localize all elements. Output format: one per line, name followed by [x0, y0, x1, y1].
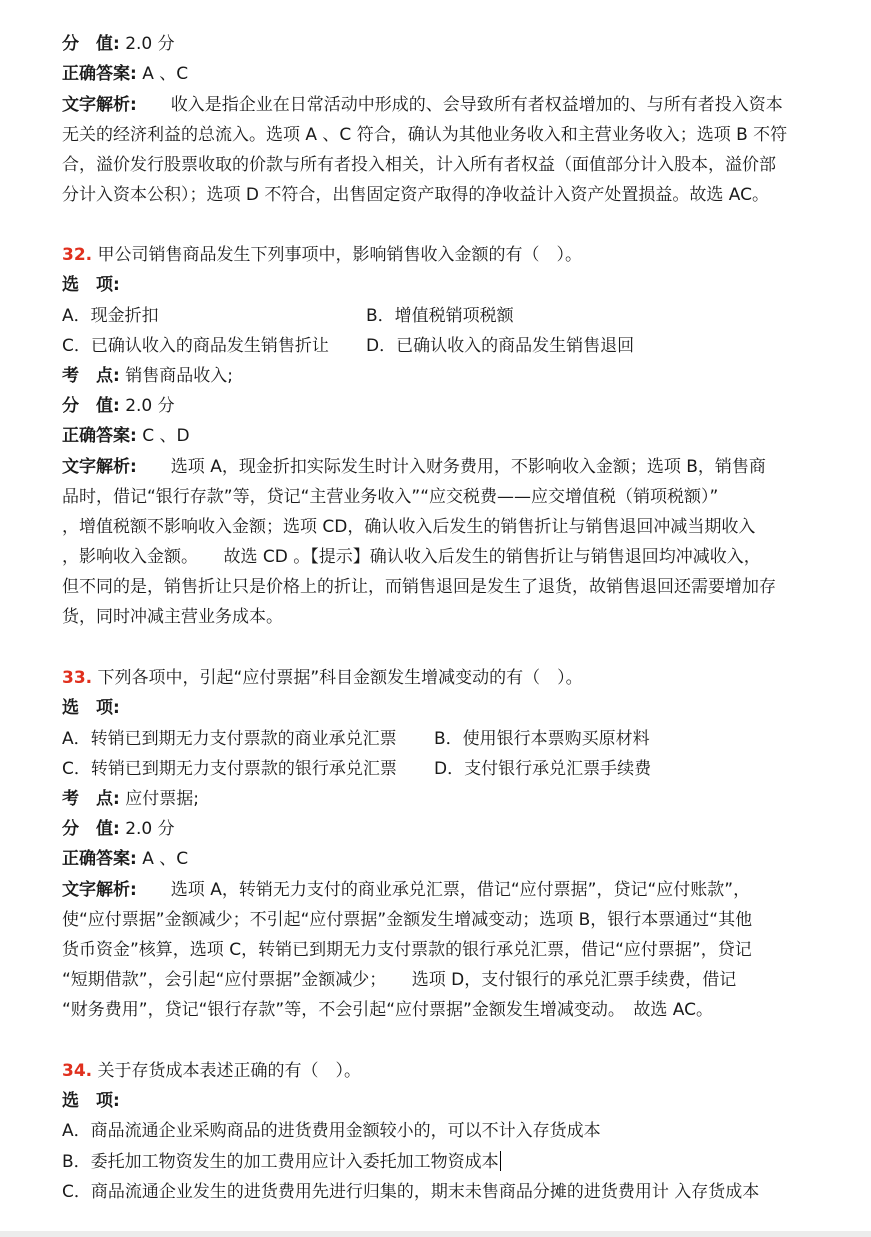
q32-score-row	[62, 395, 175, 417]
text-cursor	[500, 1151, 501, 1171]
q33-answer-row	[62, 848, 188, 870]
q32-title	[62, 244, 582, 266]
answer-label: 正确答案:	[62, 426, 137, 446]
q32-answer-row	[62, 425, 190, 447]
q34-title	[62, 1060, 361, 1082]
score-label: 分 值:	[62, 396, 120, 416]
q34-option-c: C．商品流通企业发生的进货费用先进行归集的，期末未售商品分摊的进货费用计 入存货成本	[62, 1182, 760, 1202]
answer-value: A 、C	[136, 64, 189, 84]
score-value: 2.0 分	[119, 396, 175, 416]
q32-analysis-line: ，增值税额不影响收入金额；选项 CD，确认收入后发生的销售折让与销售退回冲减当期收入	[62, 517, 756, 537]
answer-value: A 、C	[136, 849, 189, 869]
q32-options-label: 选 项:	[62, 275, 120, 295]
q34-option-a: A．商品流通企业采购商品的进货费用金额较小的，可以不计入存货成本	[62, 1121, 601, 1141]
prev-analysis-line: 无关的经济利益的总流入。选项 A 、C 符合，确认为其他业务收入和主营业务收入；选项 B 不符	[62, 125, 788, 145]
score-label: 分 值:	[62, 34, 120, 54]
question-text: 甲公司销售商品发生下列事项中，影响销售收入金额的有（ ）。	[92, 245, 583, 265]
answer-value: C 、D	[136, 426, 190, 446]
topic-label: 考 点:	[62, 789, 120, 809]
answer-label: 正确答案:	[62, 849, 137, 869]
analysis-text: 收入是指企业在日常活动中形成的、会导致所有者权益增加的、与所有者投入资本	[136, 95, 783, 115]
q34-option-b: B．委托加工物资发生的加工费用应计入委托加工物资成本	[62, 1152, 499, 1172]
q32-topic-row	[62, 365, 233, 387]
prev-analysis-line: 分计入资本公积）；选项 D 不符合，出售固定资产取得的净收益计入资产处置损益。故选 AC。	[62, 185, 770, 205]
q32-option-c: C．已确认收入的商品发生销售折让	[62, 336, 329, 356]
q32-analysis-line	[62, 456, 766, 478]
q34-options-label: 选 项:	[62, 1091, 120, 1111]
q33-options-label: 选 项:	[62, 698, 120, 718]
q33-option-c: C．转销已到期无力支付票款的银行承兑汇票	[62, 759, 397, 779]
q32-option-d: D．已确认收入的商品发生销售退回	[366, 336, 635, 356]
question-number: 32.	[62, 245, 93, 265]
question-number: 33.	[62, 668, 93, 688]
q33-analysis-line: 货币资金”核算，选项 C，转销已到期无力支付票款的银行承兑汇票，借记“应付票据”，贷记	[62, 940, 752, 960]
q33-analysis-line: 使“应付票据”金额减少；不引起“应付票据”金额发生增减变动；选项 B，银行本票通过“其他	[62, 910, 753, 930]
q32-option-b: B．增值税销项税额	[366, 306, 514, 326]
question-number: 34.	[62, 1061, 93, 1081]
analysis-label: 文字解析:	[62, 95, 137, 115]
q33-option-d: D．支付银行承兑汇票手续费	[434, 759, 652, 779]
prev-analysis-line	[62, 94, 783, 116]
topic-value: 应付票据;	[119, 789, 199, 809]
q33-option-a: A．转销已到期无力支付票款的商业承兑汇票	[62, 729, 397, 749]
prev-analysis-line: 合，溢价发行股票收取的价款与所有者投入相关，计入所有者权益（面值部分计入股本，溢价部	[62, 155, 776, 175]
analysis-text: 选项 A，转销无力支付的商业承兑汇票，借记“应付票据”，贷记“应付账款”，	[136, 880, 751, 900]
q32-analysis-line: ，影响收入金额。 故选 CD 。【提示】确认收入后发生的销售折让与销售退回均冲减收入，	[62, 547, 761, 567]
q33-option-b: B．使用银行本票购买原材料	[434, 729, 650, 749]
q32-option-a: A．现金折扣	[62, 306, 159, 326]
q33-topic-row	[62, 788, 199, 810]
prev-score-row	[62, 33, 175, 55]
score-value: 2.0 分	[119, 34, 175, 54]
page-bottom-edge	[0, 1231, 871, 1237]
q34-option-b-row	[62, 1151, 501, 1173]
answer-label: 正确答案:	[62, 64, 137, 84]
topic-value: 销售商品收入;	[119, 366, 233, 386]
q33-analysis-line: “财务费用”，贷记“银行存款”等，不会引起“应付票据”金额发生增减变动。 故选 AC。	[62, 1000, 713, 1020]
topic-label: 考 点:	[62, 366, 120, 386]
analysis-label: 文字解析:	[62, 880, 137, 900]
score-value: 2.0 分	[119, 819, 175, 839]
q32-analysis-line: 货，同时冲减主营业务成本。	[62, 607, 283, 627]
q33-score-row	[62, 818, 175, 840]
score-label: 分 值:	[62, 819, 120, 839]
analysis-text: 选项 A，现金折扣实际发生时计入财务费用，不影响收入金额；选项 B，销售商	[136, 457, 766, 477]
analysis-label: 文字解析:	[62, 457, 137, 477]
q32-analysis-line: 品时，借记“银行存款”等，贷记“主营业务收入”“应交税费——应交增值税（销项税额）”	[62, 487, 719, 507]
q33-analysis-line: “短期借款”，会引起“应付票据”金额减少； 选项 D，支付银行的承兑汇票手续费，借记	[62, 970, 737, 990]
prev-answer-row	[62, 63, 188, 85]
q33-analysis-line	[62, 879, 750, 901]
question-text: 下列各项中，引起“应付票据”科目金额发生增减变动的有（ ）。	[92, 668, 583, 688]
q33-title	[62, 667, 583, 689]
question-text: 关于存货成本表述正确的有（ ）。	[92, 1061, 362, 1081]
q32-analysis-line: 但不同的是，销售折让只是价格上的折让，而销售退回是发生了退货，故销售退回还需要增加存	[62, 577, 776, 597]
